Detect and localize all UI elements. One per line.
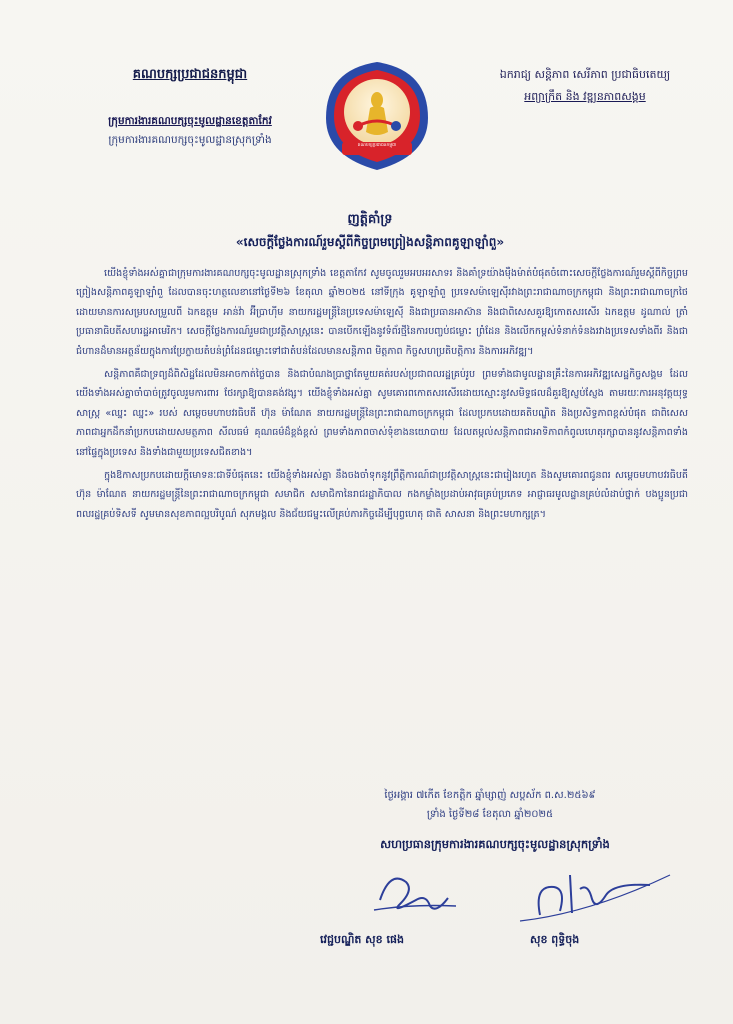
signature-2 [510,855,680,935]
signer-title: សហប្រធានក្រុមការងារគណបក្សចុះមូលដ្ឋានស្រុកទ្រាំង [380,837,610,851]
header-right [460,68,710,106]
party-name: គណបក្សប្រជាជនកម្ពុជា [132,67,248,82]
paragraph-2: សន្តិភាពគឺជាទ្រព្យដ៏ពិសិដ្ឋដែលមិនអាចកាត់ថ្លៃបាន និងជាបំណងប្រាថ្នាតែមួយគត់របស់ប្រជាពលរដ្ឋគ្រប់រូប ព្រមទាំងជាមូលដ្ឋានគ្រឹះនៃការអភិវឌ្ឍសេដ្ឋកិច្ចសង្គម ដែលយើងទាំងអស់គ្នាចាំបាច់ត្រូវចូលរួមការពារ ថែរក្សាឱ្យបានគង់វង្ស។ យើងខ្ញុំទាំងអស់គ្នា សូមគោរពកោតសរសើរដោយស្មោះនូវសមិទ្ធផលដ៏គួរឱ្យស្ញប់ស្ញែង តាមរយៈការអនុវត្តយុទ្ធសាស្ត្រ «ឈ្នះ ឈ្នះ» របស់ សម្តេចមហាបវរធិបតី ហ៊ុន ម៉ាណែត នាយករដ្ឋមន្ត្រីនៃព្រះរាជាណាចក្រកម្ពុជា ដែលប្រកបដោយគតិបណ្ឌិត និងប្រសិទ្ធភាពខ្ពស់បំផុត ជាពិសេសភាពជាអ្នកដឹកនាំប្រកបដោយសមត្ថភាព សីលធម៌ គុណធម៌ដ៏ខ្ពង់ខ្ពស់ ព្រមទាំងភាពចាស់ទុំខាងនយោបាយ ដែលតម្កល់សន្តិភាពជាអាទិភាពកំពូលហេតុរក្សាបាននូវសន្តិភាពទាំងនៅផ្ទៃក្នុងប្រទេស និងទាំងជាមួយប្រទេសជិតខាង។ [76,369,688,458]
title-line2: «សេចក្តីថ្លែងការណ៍រួមស្តីពីកិច្ចព្រមព្រៀងសន្តិភាពគូឡាឡាំពួ» [235,235,505,249]
header-left [55,66,325,149]
committee-name: ក្រុមការងារគណបក្សចុះមូលដ្ឋានខេត្តតាកែវ [108,115,272,127]
logo-banner-text: គណបក្សប្រជាជនកម្ពុជា [357,143,397,148]
signer-name-2: សុខ ពុទ្ធិចុង [530,933,580,946]
paragraph-3: ក្នុងឱកាសប្រកបដោយក្តីមោទនៈជាទីបំផុតនេះ យើងខ្ញុំទាំងអស់គ្នា នឹងចងចាំទុកនូវព្រឹត្តិការណ៍ជាប្រវត្តិសាស្ត្រនេះជារៀងរហូត និងសូមគោរពជូនពរ សម្តេចមហាបវរធិបតី ហ៊ុន ម៉ាណែត នាយករដ្ឋមន្ត្រីនៃព្រះរាជាណាចក្រកម្ពុជា សមាជិក សមាជិកានៃរាជរដ្ឋាភិបាល កងកម្លាំងប្រដាប់អាវុធគ្រប់ប្រភេទ អាជ្ញាធរមូលដ្ឋានគ្រប់លំដាប់ថ្នាក់ បងប្អូនប្រជាពលរដ្ឋគ្រប់ទិសទី សូមមានសុខភាពល្អបរិបូណ៌ សុភមង្គល និងជ័យជម្នះលើគ្រប់ភារកិច្ចដើម្បីបុព្វហេតុ ជាតិ សាសនា និងព្រះមហាក្សត្រ។ [76,470,688,520]
title-line1: ញត្តិគាំទ្រ [347,212,393,227]
solar-date: ទ្រាំង ថ្ងៃទី២៨ ខែតុលា ឆ្នាំ២០២៥ [426,809,554,820]
document-title [120,211,620,252]
signature-1 [360,860,470,930]
national-motto-line1: ឯករាជ្យ សន្តិភាព សេរីភាព ប្រជាធិបតេយ្យ [499,68,671,81]
paragraph-1: យើងខ្ញុំទាំងអស់គ្នាជាក្រុមការងារគណបក្សចុះមូលដ្ឋានស្រុកទ្រាំង ខេត្តតាកែវ សូមចូលរួមអបអរសាទរ និងគាំទ្រយ៉ាងម៉ឺងម៉ាត់បំផុតចំពោះសេចក្តីថ្លែងការណ៍រួមស្តីពីកិច្ចព្រមព្រៀងសន្តិភាពគូឡាឡាំពួ ដែលបានចុះហត្ថលេខានៅថ្ងៃទី២៦ ខែតុលា ឆ្នាំ២០២៥ នៅទីក្រុង គូឡាឡាំពួ ប្រទេសម៉ាឡេស៊ីរវាងព្រះរាជាណាចក្រកម្ពុជា និងព្រះរាជាណាចក្រថៃ ដោយមានការសម្របសម្រួលពី ឯកឧត្តម អាន់វ៉ា អ៊ីប្រាហ៊ីម នាយករដ្ឋមន្ត្រីនៃប្រទេសម៉ាឡេស៊ី និងជាប្រធានអាស៊ាន និងជាពិសេសគួរឱ្យកោតសរសើរ ឯកឧត្តម ដូណាល់ ត្រាំ ប្រធានាធិបតីសហរដ្ឋអាមេរិក។ សេចក្តីថ្លែងការណ៍រួមជាប្រវត្តិសាស្ត្រនេះ បានបើកឡើងនូវទំព័រថ្មីនៃការបញ្ចប់ជម្លោះ ព្រំដែន និងលើកកម្ពស់ទំនាក់ទំនងរវាងប្រទេសទាំងពីរ និងជាជំហានដ៏មានអត្ថន័យក្នុងការប្រែក្លាយតំបន់ព្រំដែនជម្លោះទៅជាតំបន់ដែលមានសន្តិភាព មិត្តភាព កិច្ចសហប្រតិបត្តិការ និងការអភិវឌ្ឍ។ [76,268,688,357]
party-logo [318,56,436,174]
lunar-date: ថ្ងៃអង្គារ ៧កើត ខែកត្តិក ឆ្នាំម្សាញ់ សប្តស័ក ព.ស.២៥៦៩ [384,790,596,801]
sub-committee-name: ក្រុមការងារគណបក្សចុះមូលដ្ឋានស្រុកទ្រាំង [108,134,272,146]
date-block [300,786,680,824]
letter-body [76,264,688,528]
signer-name-1: វេជ្ជបណ្ឌិត សុខ ផេង [320,933,404,946]
national-motto-line2: អព្យាក្រឹត និង វឌ្ឍនភាពសង្គម [524,90,646,103]
